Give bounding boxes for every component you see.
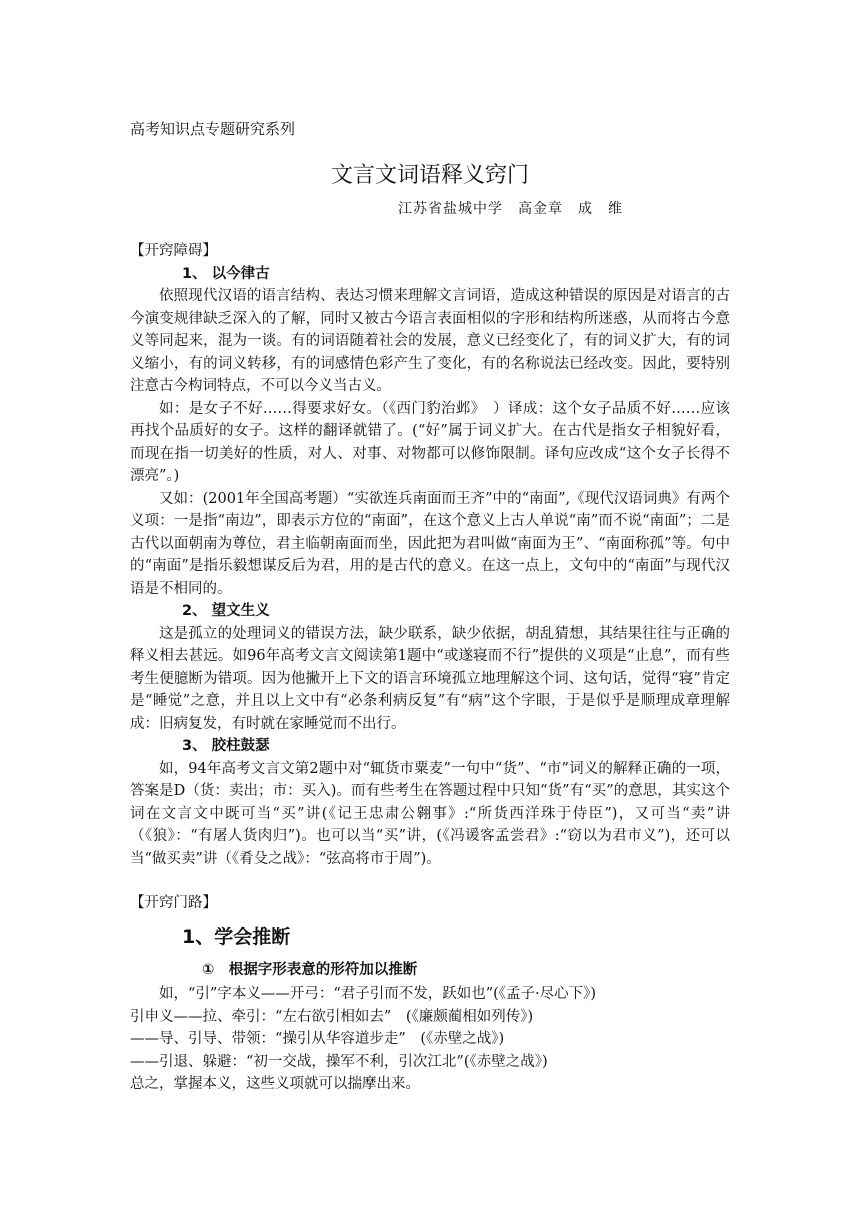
- paragraph: 如：是女子不好……得要求好女。（《西门豹治邺》 ）译成：这个女子品质不好……应该再找个品质好的女子。这样的翻译就错了。(“好”属于词义扩大。在古代是指女子相貌好看，而现在指一切美好的性质，对人、对事、对物都可以修饰限制。译句应改成“这个女子长得不漂亮”。): [130, 400, 730, 484]
- paragraph: 又如：(2001年全国高考题）“实欲连兵南面而王齐”中的“南面”,《现代汉语词典》有两个义项：一是指“南边”，即表示方位的“南面”，在这个意义上古人单说“南”而不说“南面”；二是古代以面朝南为尊位，君主临朝南面而坐，因此把为君叫做“南面为王”、“南面称孤”等。句中的“南面”是指乐毅想谋反后为君，用的是古代的意义。在这一点上，文句中的“南面”与现代汉语是不相同的。: [130, 490, 730, 597]
- document-body: [130, 240, 730, 1096]
- method-subtitle: ① 根据字形表意的形符加以推断: [202, 961, 418, 978]
- author-line: 江苏省盐城中学 高金章 成 维: [398, 201, 623, 217]
- example-line: 如，“引”字本义——开弓：“君子引而不发，跃如也”(《孟子·尽心下》): [159, 986, 597, 1002]
- paragraph: 如，94年高考文言文第2题中对“辄货市粟麦”一句中“货”、“市”词义的解释正确的一项，答案是D（货：卖出；市：买入)。而有些考生在答题过程中只知“货”有“买”的意思，其实这个词在文言文中既可当“买”讲(《记王忠肃公翱事》:“所货西洋珠于侍臣”)，又可当“卖”讲（《狼》：“有屠人货肉归”)。也可以当“买”讲，(《冯谖客孟尝君》:“窃以为君市义”)，还可以当“做买卖”讲（《肴殳之战》：“弦高将市于周”)。: [130, 760, 730, 867]
- paragraph: 依照现代汉语的语言结构、表达习惯来理解文言词语，造成这种错误的原因是对语言的古今演变规律缺乏深入的了解，同时又被古今语言表面相似的字形和结构所迷惑，从而将古今意义等同起来，混为一谈。有的词语随着社会的发展，意义已经变化了，有的词义扩大，有的词义缩小，有的词义转移，有的词感情色彩产生了变化，有的名称说法已经改变。因此，要特别注意古今构词特点，不可以今义当古义。: [130, 288, 730, 394]
- spacer: [130, 870, 730, 892]
- summary-line: 总之，掌握本义，这些义项就可以揣摩出来。: [130, 1076, 420, 1092]
- section-heading-obstacles: 【开窍障碍】: [130, 243, 217, 259]
- subheading-1: 1、 以今律古: [182, 265, 270, 282]
- example-line: 引申义——拉、牵引：“左右欲引相如去” (《廉颇蔺相如列传》): [130, 1008, 534, 1025]
- example-line: ——引退、躲避：“初一交战，操军不利，引次江北”(《赤壁之战》): [130, 1053, 548, 1070]
- example-line: ——导、引导、带领：“操引从华容道步走” (《赤壁之战》): [130, 1031, 505, 1047]
- paragraph: 这是孤立的处理词义的错误方法，缺少联系，缺少依据，胡乱猜想，其结果往往与正确的释义相去甚远。如96年高考文言文阅读第1题中“或遂寝而不行”提供的义项是“止息”，而有些考生便臆断为错项。因为他撇开上下文的语言环境孤立地理解这个词、这句话，觉得“寝”肯定是“睡觉”之意，并且以上文中有“必条利病反复”有“病”这个字眼，于是似乎是顺理成章理解成：旧病复发，有时就在家睡觉而不出行。: [130, 625, 730, 732]
- method-title: 1、学会推断: [182, 925, 291, 948]
- series-header: 高考知识点专题研究系列: [130, 120, 296, 138]
- subheading-2: 2、 望文生义: [182, 603, 270, 619]
- section-heading-methods: 【开窍门路】: [130, 895, 217, 911]
- subheading-3: 3、 胶柱鼓瑟: [182, 738, 270, 754]
- page-title: 文言文词语释义窍门: [330, 163, 529, 188]
